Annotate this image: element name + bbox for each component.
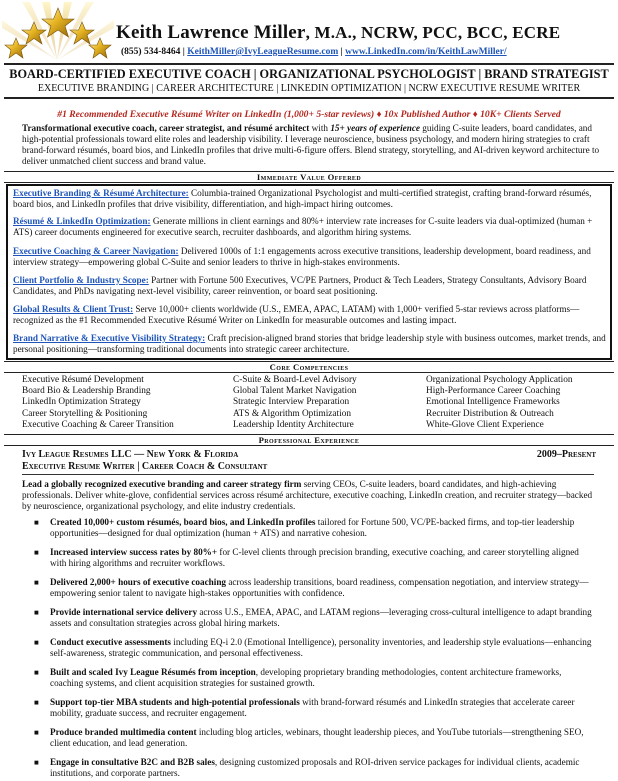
bullet-text: with brand-forward résumés and LinkedIn strategies that accelerate career mobility, graduate success, and recruiter engagement. [50,697,575,718]
header-rule [4,63,614,65]
experience-bullet [28,637,596,659]
square-bullet-icon: ■ [34,518,39,527]
value-item-label: Résumé & LinkedIn Optimization: [13,216,151,226]
bullet-bold: Built and scaled Ivy League Résumés from inception [50,667,256,677]
value-item-text: Generate millions in client earnings and 80%+ interview rate increases for C-suite leaders via dual-optimized (human + ATS) career documents engineered for executive search, recruiter dashboards, and algorithm hiring systems. [13,216,593,237]
bullet-text: , developing proprietary branding methodologies, content architecture frameworks, coaching systems, and client acquisition strategies for sustained growth. [50,667,562,688]
tagline: #1 Recommended Executive Résumé Writer on LinkedIn (1,000+ 5-star reviews) ♦ 10x Published Author ♦ 10K+ Clients Served [57,109,561,120]
square-bullet-icon: ■ [34,668,39,677]
competency-item: Board Bio & Leadership Branding [22,386,151,397]
experience-bullet [28,577,596,599]
competency-item: Emotional Intelligence Frameworks [426,397,560,408]
competency-item: ATS & Algorithm Optimization [233,408,352,419]
experience-bullet [28,517,596,539]
competency-item: Strategic Interview Preparation [233,397,350,408]
value-item-text: Columbia-trained Organizational Psychologist and multi-certified strategist, crafting brand-forward résumés, board bios, and LinkedIn profiles that drive visibility, differentiation, and high-impact hiring outcomes. [13,188,592,209]
square-bullet-icon: ■ [34,578,39,587]
experience-bullet [28,757,596,779]
email-link[interactable]: KeithMiller@IvyLeagueResume.com [187,47,339,57]
value-item [13,188,608,210]
experience-bullets [28,517,596,781]
experience-bullet [28,667,596,689]
bullet-bold: Support top-tier MBA students and high-potential professionals [50,697,300,707]
candidate-name [116,22,560,44]
value-item-text: Partner with Fortune 500 Executives, VC/PE Partners, Product & Tech Leaders, Strategy Consultants, Advisory Board Candidates, and PhDs navigating next-level visibility, career reinvention, or board seat positioning. [13,275,587,296]
value-item [13,304,608,326]
square-bullet-icon: ■ [34,608,39,617]
summary-mid: with [309,123,331,133]
summary-paragraph [22,123,600,167]
value-item-text: Delivered 1000s of 1:1 engagements across executive transitions, leadership development, board readiness, and interview strategy—empowering global C-Suite and senior leaders to thrive in high-stakes environments. [13,246,591,267]
bullet-text: across leadership transitions, board readiness, compensation negotiation, and interview strategy—empowering senior talent to navigate high-stakes opportunities with confidence. [50,577,589,598]
linkedin-link[interactable]: www.LinkedIn.com/in/KeithLawMiller/ [345,47,507,57]
job-title: Executive Resume Writer | Career Coach & Consultant [22,461,268,472]
employment-dates: 2009–Present [536,449,596,460]
role-rule [22,474,594,475]
credentials-text: , M.A., NCRW, PCC, BCC, ECRE [305,23,561,42]
bullet-bold: Created 10,000+ custom résumés, board bios, and LinkedIn profiles [50,517,316,527]
phone-number: (855) 534-8464 [121,47,181,57]
value-item-label: Global Results & Client Trust: [13,304,134,314]
section-header-competencies: Core Competencies [4,361,614,373]
section-header-value: Immediate Value Offered [4,171,614,183]
name-text: Keith Lawrence Miller [116,22,306,43]
lead-bold: Lead a globally recognized executive branding and career strategy firm [22,479,302,489]
summary-emphasis: 15+ years of experience [330,123,420,133]
competency-item: White-Glove Client Experience [426,419,544,430]
summary-bold: Transformational executive coach, career strategist, and résumé architect [22,123,310,133]
value-item-text: Serve 10,000+ clients worldwide (U.S., EMEA, APAC, LATAM) with 1,000+ verified 5-star reviews across platforms—recognized as the #1 Recommended Executive Résumé Writer on LinkedIn for measurable outcomes and lasting impact. [13,304,580,325]
headline-specialties: EXECUTIVE BRANDING | CAREER ARCHITECTURE | LINKEDIN OPTIMIZATION | NCRW EXECUTIVE RESUME WRITER [37,83,581,94]
bullet-text: , designing customized proposals and ROI-driven service packages for individual clients, academic institutions, and corporate partners. [50,757,580,778]
experience-bullet [28,727,596,749]
gold-stars-logo [2,2,114,62]
competency-item: High-Performance Career Coaching [426,386,561,397]
value-item [13,216,608,238]
value-item-label: Executive Coaching & Career Navigation: [13,246,179,256]
summary-text: guiding C-suite leaders, board candidates, and high-potential professionals toward elite roles and leadership visibility. I leverage neuroscience, business psychology, and modern hiring strategies to craft brand-forward résumés, board bios, and LinkedIn profiles that drive multi-6-figure offers. Blend strategy, storytelling, and AI-driven keyword architecture to deliver unmatched client success and brand value. [22,123,600,166]
experience-bullet [28,547,596,569]
headline-titles: BOARD-CERTIFIED EXECUTIVE COACH | ORGANIZATIONAL PSYCHOLOGIST | BRAND STRATEGIST [9,67,609,81]
bullet-text: across U.S., EMEA, APAC, and LATAM regions—leveraging cross-cultural intelligence to adapt branding assets and consultation strategies across global hiring markets. [50,607,592,628]
competency-item: Career Storytelling & Positioning [22,408,148,419]
experience-bullet [28,607,596,629]
competency-item: C-Suite & Board-Level Advisory [233,375,357,385]
bullet-bold: Provide international service delivery [50,607,198,617]
company-name: Ivy League Resumes LLC — New York & Florida [22,449,239,460]
value-item [13,333,608,355]
contact-separator: | [182,47,185,57]
bullet-text: for C-level clients through precision branding, executive coaching, and career storytelling aligned with hiring algorithms and recruiter workflows. [50,547,579,568]
competency-item: Executive Coaching & Career Transition [22,419,174,430]
square-bullet-icon: ■ [34,638,39,647]
value-item [13,246,608,268]
contact-separator: | [340,47,343,57]
experience-lead [22,479,598,512]
competency-item: Executive Résumé Development [22,375,144,385]
competency-item: Organizational Psychology Application [426,375,573,385]
square-bullet-icon: ■ [34,548,39,557]
competency-item: Recruiter Distribution & Outreach [426,408,554,419]
bullet-bold: Produce branded multimedia content [50,727,197,737]
value-item-label: Brand Narrative & Executive Visibility Strategy: [13,333,206,343]
bullet-text: tailored for Fortune 500, VC/PE-backed firms, and top-tier leadership opportunities—designed for dual optimization (human + ATS) and narrative cohesion. [50,517,575,538]
contact-line [121,47,507,57]
bullet-text: including blog articles, webinars, thought leadership pieces, and YouTube tutorials—strengthening SEO, client education, and lead generation. [50,727,584,748]
competency-item: Global Talent Market Navigation [233,386,357,397]
bullet-bold: Delivered 2,000+ hours of executive coaching [50,577,227,587]
bullet-text: including EQ-i 2.0 (Emotional Intelligence), personality inventories, and leadership style evaluations—enhancing self-awareness, strategic communication, and personal effectiveness. [50,637,592,658]
value-item-label: Client Portfolio & Industry Scope: [13,275,149,285]
bullet-bold: Conduct executive assessments [50,637,171,647]
section-header-experience: Professional Experience [4,434,614,446]
lead-text: serving CEOs, C-suite leaders, board candidates, and high-achieving professionals. Deliver white-glove, confidential services across résumé architecture, executive coaching, LinkedIn creation, and recruiter strategy—backed by neuroscience, organizational psychology, and elite industry credentials. [22,479,593,511]
value-item-text: Craft precision-aligned brand stories that bridge leadership style with business outcomes, market trends, and personal positioning—transforming traditional documents into strategic career architecture. [13,333,606,354]
value-item [13,275,608,297]
experience-bullet [28,697,596,719]
title-rule [4,97,614,99]
square-bullet-icon: ■ [34,728,39,737]
value-item-label: Executive Branding & Résumé Architecture: [13,188,189,198]
competency-item: LinkedIn Optimization Strategy [22,397,141,408]
square-bullet-icon: ■ [34,698,39,707]
bullet-bold: Increased interview success rates by 80%+ [50,547,218,557]
competency-item: Leadership Identity Architecture [233,419,354,430]
square-bullet-icon: ■ [34,758,39,767]
bullet-bold: Engage in consultative B2C and B2B sales [50,757,215,767]
